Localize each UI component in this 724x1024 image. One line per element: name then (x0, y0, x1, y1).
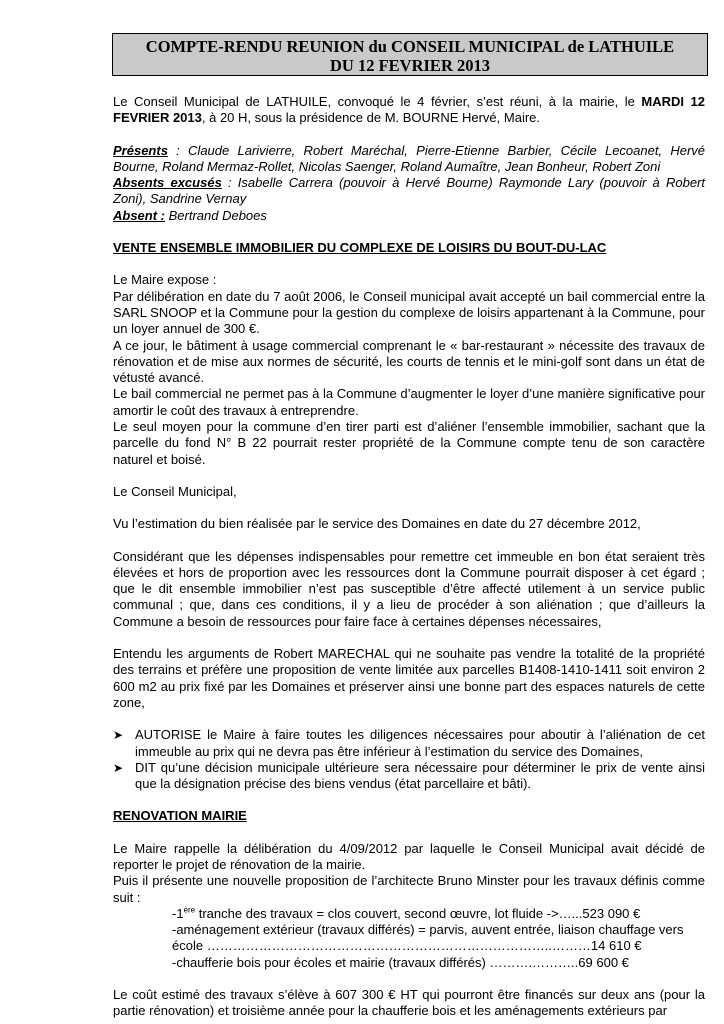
cost-item-prefix: -1 (172, 905, 184, 921)
presents-label: Présents (113, 142, 168, 158)
section-heading-renovation: RENOVATION MAIRIE (113, 808, 247, 824)
arrow-bullet-icon: ➤ (113, 728, 124, 743)
document-title-line2: DU 12 FEVRIER 2013 (330, 56, 490, 75)
decision-item-autorise (113, 727, 705, 760)
intro-text-part1: Le Conseil Municipal de LATHUILE, convoqué le 4 février, s’est réuni, à la mairie, le (113, 94, 642, 109)
document-title-box (112, 33, 708, 76)
decision-item-dit (113, 760, 705, 793)
document-title-line1: COMPTE-RENDU REUNION du CONSEIL MUNICIPAL de LATHUILE (145, 37, 675, 56)
arrow-bullet-icon: ➤ (113, 760, 124, 775)
vente-paragraph-3: Le bail commercial ne permet pas à la Commune d’augmenter le loyer d’une manière significative pour amortir le coût des travaux à entreprendre. (113, 386, 705, 418)
presents-paragraph (113, 143, 705, 176)
absent-name: Bertrand Deboes (165, 207, 267, 223)
decision-text: AUTORISE le Maire à faire toutes les diligences nécessaires pour aboutir à l’aliénation de cet immeuble au prix qui ne devra pas être inférieur à l’estimation du service des Domaines, (135, 727, 705, 759)
entendu-paragraph: Entendu les arguments de Robert MARECHAL qui ne souhaite pas vendre la totalité de la propriété des terrains et préfère une proposition de vente limitée aux parcelles B1408-1410-1411 soit environ 2 600 m2 au prix fixé par les Domaines et préserver ainsi une bonne part des espaces naturels de cette zone, (113, 646, 705, 710)
cost-item-text: tranche des travaux = clos couvert, second œuvre, lot fluide ->…...523 090 € (195, 905, 641, 921)
considerant-paragraph: Considérant que les dépenses indispensables pour remettre cet immeuble en bon état seraient très élevées et hors de proportion avec les ressources dont la Commune pourrait disposer à cet égard ; que le dit ensemble immobilier n’est pas susceptible d’être affecté utilement à un service public communal ; que, dans ces conditions, il y a lieu de procéder à son aliénation ; que d’ailleurs la Commune a besoin de ressources pour faire face à certaines dépenses nécessaires, (113, 548, 705, 629)
presents-list: : Claude Larivierre, Robert Maréchal, Pierre-Etienne Barbier, Cécile Lecoanet, Hervé Bourne, Roland Mermaz-Rollet, Nicolas Saenger, Roland Aumaître, Jean Bonheur, Robert Zoni (113, 142, 705, 174)
intro-text-part2: , à 20 H, sous la présidence de M. BOURNE Hervé, Maire. (201, 110, 541, 126)
excuses-paragraph (113, 175, 705, 208)
cost-item-tranche1 (113, 906, 705, 922)
section-heading-vente: VENTE ENSEMBLE IMMOBILIER DU COMPLEXE DE LOISIRS DU BOUT-DU-LAC (113, 240, 607, 256)
vente-paragraph-4: Le seul moyen pour la commune d’en tirer parti est d’aliéner l’ensemble immobilier, sachant que la parcelle du fond N° B 22 pourrait rester propriété de la Commune compte tenu de son caractère naturel et boisé. (113, 419, 705, 467)
decision-list (113, 727, 705, 792)
vu-estimation-paragraph: Vu l’estimation du bien réalisée par le service des Domaines en date du 27 décembre 2012, (113, 516, 641, 532)
decision-text: DIT qu’une décision municipale ultérieure sera nécessaire pour déterminer le prix de vente ainsi que la désignation précise des biens vendus (état parcellaire et bâti). (135, 759, 705, 792)
intro-date: MARDI 12 FEVRIER 2013 (113, 94, 705, 126)
excuses-label: Absents excusés (113, 175, 222, 191)
excuses-list: : Isabelle Carrera (pouvoir à Hervé Bourne) Raymonde Lary (pouvoir à Robert Zoni), Sandrine Vernay (113, 175, 705, 207)
absent-label: Absent : (113, 207, 165, 223)
cost-item-chaufferie: -chaufferie bois pour écoles et mairie (travaux différés) ……….………..69 600 € (172, 954, 629, 970)
vente-paragraph-1: Par délibération en date du 7 août 2006, le Conseil municipal avait accepté un bail commercial entre la SARL SNOOP et la Commune pour la gestion du complexe de loisirs appartenant à la Commune, pour un loyer annuel de 300 €. (113, 288, 705, 337)
renovation-paragraph-2: Puis il présente une nouvelle proposition de l’architecte Bruno Minster pour les travaux définis comme suit : (113, 873, 705, 905)
cost-item-amenagement-line2: école ……………………………………………………………………..………14 610 € (172, 938, 642, 954)
document-body (113, 94, 705, 1020)
conseil-municipal-line: Le Conseil Municipal, (113, 483, 237, 499)
intro-paragraph (113, 94, 705, 127)
cost-item-superscript: ère (183, 905, 196, 915)
cost-item-amenagement-line1: -aménagement extérieur (travaux différés) = parvis, auvent entrée, liaison chauffage vers (172, 922, 684, 938)
cost-total-paragraph: Le coût estimé des travaux s’élève à 607 300 € HT qui pourront être financés sur deux ans (pour la partie rénovation) et troisième année pour la chaufferie bois et les aménagements extérieurs par (113, 987, 705, 1019)
absent-paragraph (113, 208, 705, 224)
maire-expose: Le Maire expose : (113, 272, 217, 288)
vente-paragraph-2: A ce jour, le bâtiment à usage commercial comprenant le « bar-restaurant » nécessite des travaux de rénovation et de mise aux normes de sécurité, les courts de tennis et le mini-golf sont dans un état de vétusté avancé. (113, 337, 705, 386)
renovation-paragraph-1: Le Maire rappelle la délibération du 4/09/2012 par laquelle le Conseil Municipal avait décidé de reporter le projet de rénovation de la mairie. (113, 840, 705, 872)
